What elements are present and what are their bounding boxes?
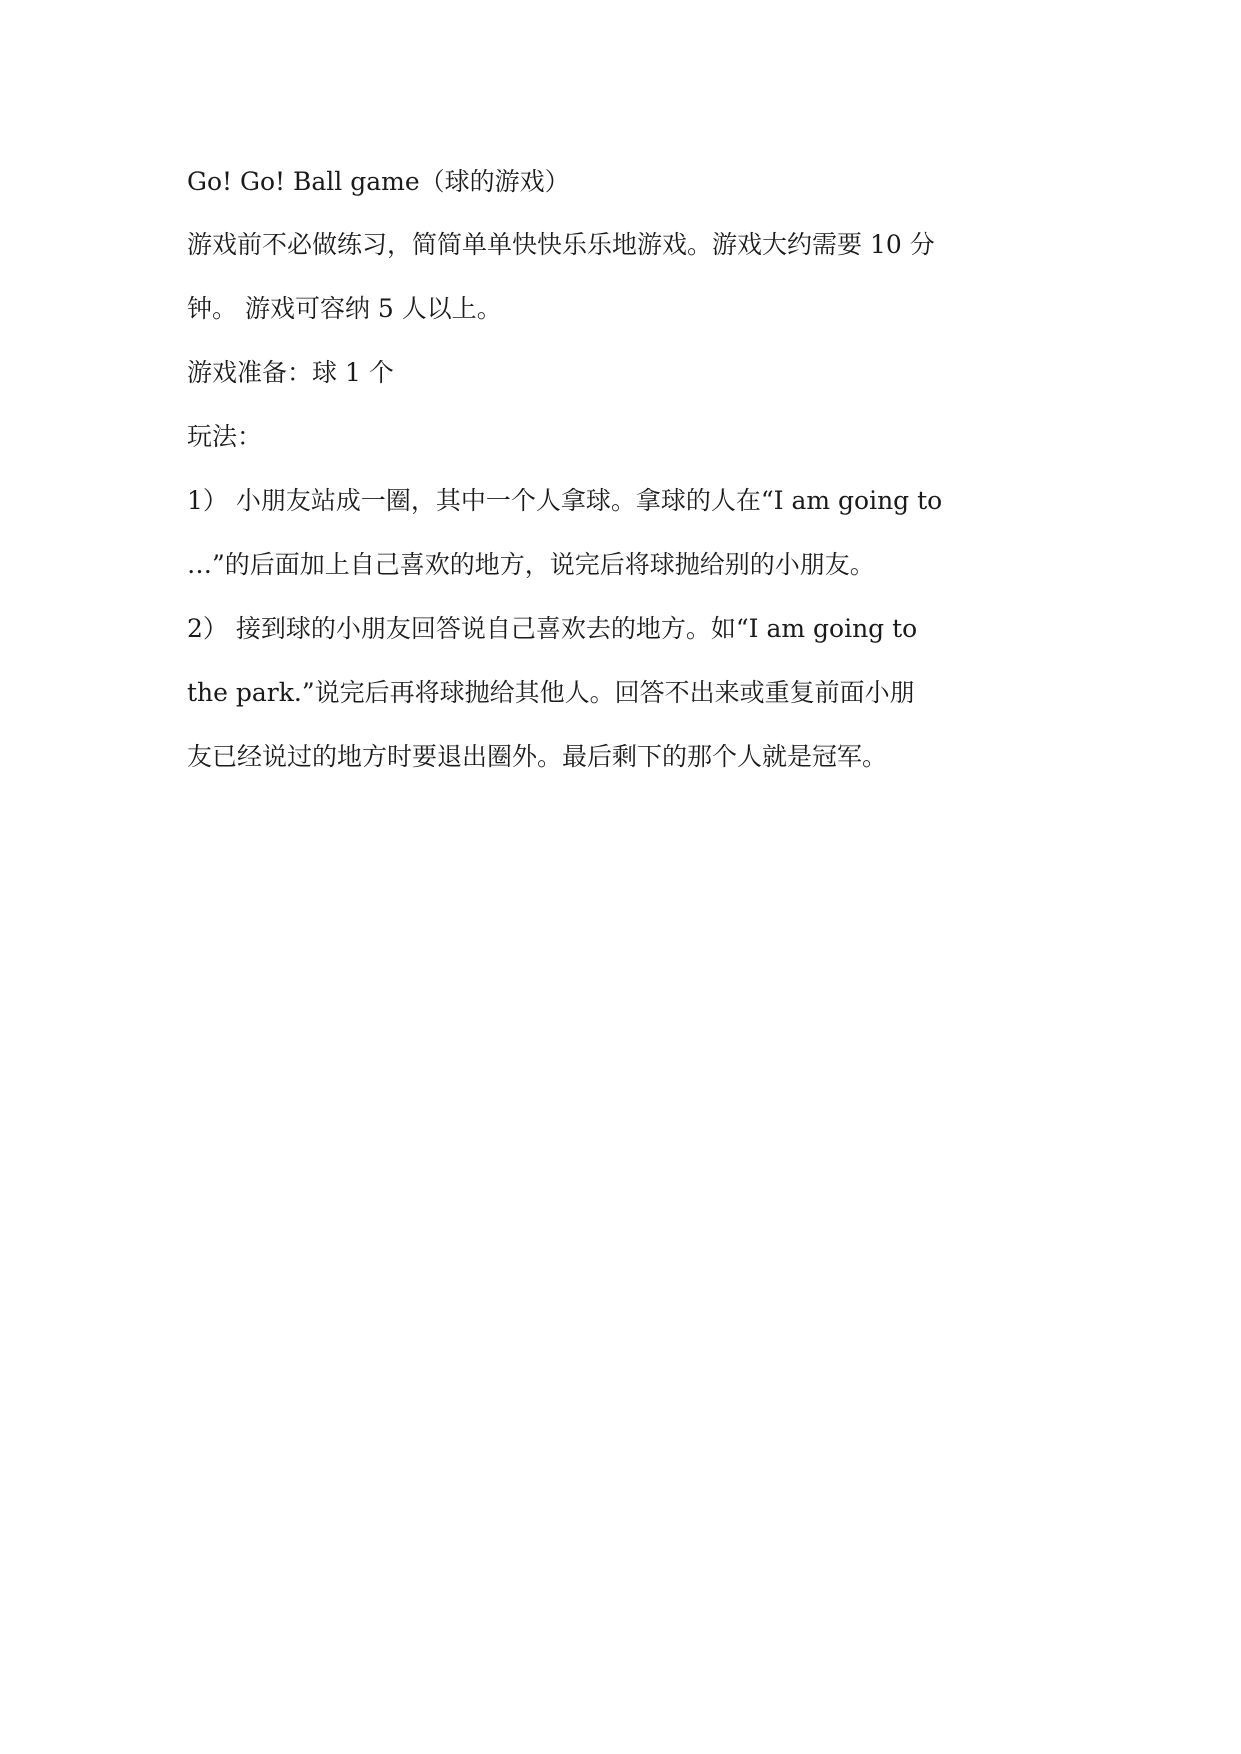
preparation-line: 游戏准备：球 1 个 [187,358,394,387]
rule-2-line-2: the park.”说完后再将球抛给其他人。回答不出来或重复前面小朋 [187,678,915,707]
rules-heading: 玩法： [187,422,263,451]
rule-1-line-1: 1） 小朋友站成一圈，其中一个人拿球。拿球的人在“I am going to [187,486,943,515]
intro-line-1: 游戏前不必做练习，简简单单快快乐乐地游戏。游戏大约需要 10 分 [187,230,935,259]
rule-2-line-1: 2） 接到球的小朋友回答说自己喜欢去的地方。如“I am going to [187,614,918,643]
document-title: Go! Go! Ball game（球的游戏） [187,167,570,196]
rule-1-line-2: …”的后面加上自己喜欢的地方，说完后将球抛给别的小朋友。 [187,550,875,579]
intro-line-2: 钟。 游戏可容纳 5 人以上。 [187,294,502,323]
document-body [187,156,1087,795]
rule-2-line-3: 友已经说过的地方时要退出圈外。最后剩下的那个人就是冠军。 [187,742,888,771]
